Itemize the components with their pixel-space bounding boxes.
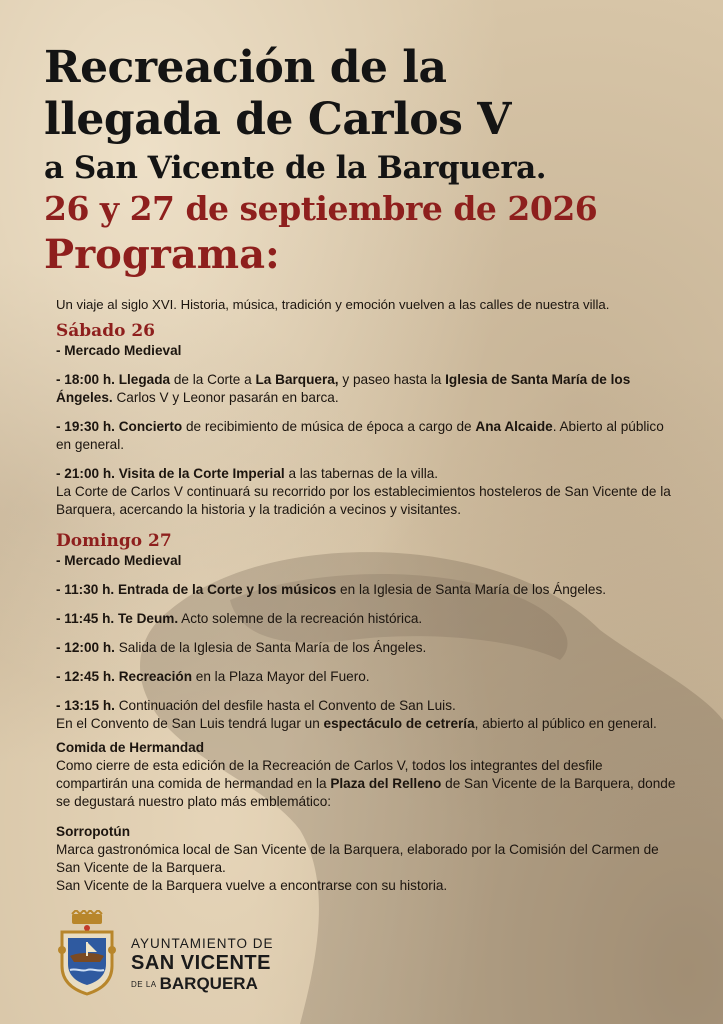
text: de San Vicente de la Barquera, donde se degustará nuestro plato más emblemático: bbox=[56, 776, 676, 809]
title-block bbox=[44, 42, 704, 280]
sunday-item-1200 bbox=[56, 639, 676, 657]
logo-text bbox=[131, 936, 274, 995]
saturday-item-1930 bbox=[56, 418, 676, 454]
event: Llegada bbox=[118, 372, 171, 387]
event: - 21:00 h. Visita de la Corte Imperial bbox=[56, 466, 285, 481]
place: La Barquera, bbox=[255, 372, 339, 387]
title-line-2: llegada de Carlos V bbox=[44, 94, 511, 145]
saturday-market: - Mercado Medieval bbox=[56, 343, 182, 358]
time: - 13:15 h. bbox=[56, 698, 115, 713]
event-dates: 26 y 27 de septiembre de 2026 bbox=[44, 189, 598, 228]
logo-line-3 bbox=[131, 974, 274, 995]
comida-heading: Comida de Hermandad bbox=[56, 740, 205, 755]
programa-heading: Programa: bbox=[44, 231, 280, 278]
text: en la Iglesia de Santa María de los Ángeles. bbox=[336, 582, 607, 597]
sunday-heading: Domingo 27 bbox=[56, 531, 172, 551]
program-body bbox=[56, 296, 676, 895]
place: Iglesia de Santa María de los Ángeles. bbox=[56, 372, 631, 405]
text: Marca gastronómica local de San Vicente de la Barquera, elaborado por la Comisión del Carmen de San Vicente de la Barquera. bbox=[56, 842, 659, 875]
text: Carlos V y Leonor pasarán en barca. bbox=[112, 390, 339, 405]
title-line-1: Recreación de la bbox=[44, 42, 447, 93]
ayuntamiento-logo bbox=[54, 910, 294, 1000]
sunday-item-1145 bbox=[56, 610, 676, 628]
sunday-market: - Mercado Medieval bbox=[56, 553, 182, 568]
text: en la Plaza Mayor del Fuero. bbox=[192, 669, 370, 684]
text: Salida de la Iglesia de Santa María de los Ángeles. bbox=[114, 640, 427, 655]
text: y paseo hasta la bbox=[338, 372, 446, 387]
text: de la Corte a bbox=[170, 372, 256, 387]
event: - 11:30 h. Entrada de la Corte y los músicos bbox=[56, 582, 337, 597]
logo-barquera: BARQUERA bbox=[159, 974, 258, 993]
time: - 19:30 h. bbox=[56, 419, 119, 434]
event: - 12:45 h. Recreación bbox=[56, 669, 192, 684]
text: de recibimiento de música de época a cargo de bbox=[182, 419, 476, 434]
text: Continuación del desfile hasta el Convento de San Luis. bbox=[114, 698, 456, 713]
saturday-item-2100 bbox=[56, 465, 676, 519]
sunday-item-1130 bbox=[56, 581, 676, 599]
saturday-heading: Sábado 26 bbox=[56, 321, 155, 341]
time: - 12:00 h. bbox=[56, 640, 115, 655]
text: , abierto al público en general. bbox=[474, 716, 657, 731]
text: Acto solemne de la recreación histórica. bbox=[178, 611, 423, 626]
comida-text bbox=[56, 757, 676, 811]
time: - 18:00 h. bbox=[56, 372, 119, 387]
sorropotun-heading: Sorropotún bbox=[56, 824, 130, 839]
sunday-item-1245 bbox=[56, 668, 676, 686]
title-line-3: a San Vicente de la Barquera. bbox=[44, 150, 547, 186]
logo-de-la: DE LA bbox=[131, 979, 157, 989]
event: espectáculo de cetrería bbox=[323, 716, 475, 731]
text: Como cierre de esta edición de la Recreación de Carlos V, todos los integrantes del desfile compartirán una comida de hermandad en la bbox=[56, 758, 603, 791]
event: Concierto bbox=[118, 419, 183, 434]
place: Plaza del Relleno bbox=[330, 776, 442, 791]
text: a las tabernas de la villa. bbox=[284, 466, 439, 481]
description: La Corte de Carlos V continuará su recorrido por los establecimientos hosteleros de San Vicente de la Barquera, acercando la historia y la tradición a vecinos y visitantes. bbox=[56, 484, 671, 517]
text: En el Convento de San Luis tendrá lugar un bbox=[56, 716, 324, 731]
logo-line-2: SAN VICENTE bbox=[131, 952, 271, 974]
performer: Ana Alcaide bbox=[475, 419, 553, 434]
sunday-item-1315 bbox=[56, 697, 676, 733]
closing-text: San Vicente de la Barquera vuelve a encontrarse con su historia. bbox=[56, 878, 448, 893]
event: - 11:45 h. Te Deum. bbox=[56, 611, 179, 626]
text: . Abierto al público en general. bbox=[56, 419, 664, 452]
coat-of-arms-icon bbox=[54, 910, 120, 998]
saturday-item-1800 bbox=[56, 371, 676, 407]
intro-text: Un viaje al siglo XVI. Historia, música, tradición y emoción vuelven a las calles de nuestra villa. bbox=[56, 297, 610, 312]
logo-line-1: AYUNTAMIENTO DE bbox=[131, 936, 274, 951]
sorropotun-text bbox=[56, 841, 676, 895]
